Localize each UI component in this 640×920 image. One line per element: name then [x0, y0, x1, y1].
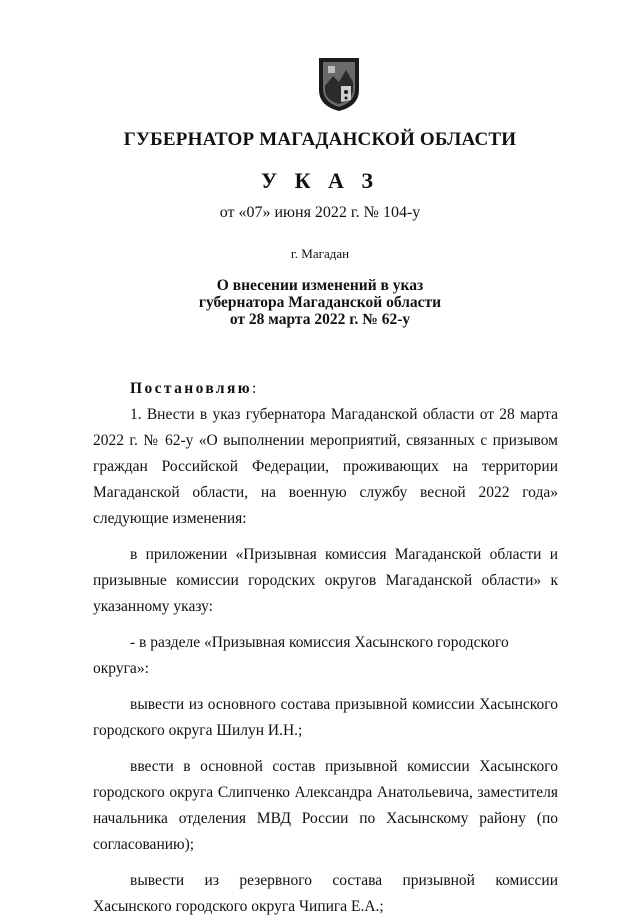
resolution-lead-word: Постановляю	[130, 380, 253, 397]
coat-of-arms-icon	[315, 56, 363, 112]
coat-of-arms-graphic	[315, 56, 363, 112]
paragraph-1: 1. Внести в указ губернатора Магаданской области от 28 марта 2022 г. № 62-у «О выполнении мероприятий, связанных с призывом граждан Российской Федерации, проживающих на территории Магаданской области, на военную службу весной 2022 года» следующие изменения:	[93, 406, 558, 527]
document-type: У К А З	[260, 168, 380, 193]
paragraph-2: в приложении «Призывная комиссия Магаданской области и призывные комиссии городских округов Магаданской области» к указанному указу:	[93, 546, 558, 615]
issuer-title: ГУБЕРНАТОР МАГАДАНСКОЙ ОБЛАСТИ	[123, 129, 517, 150]
document-subject	[0, 277, 640, 328]
resolution-lead	[93, 376, 558, 402]
subject-line-3: от 28 марта 2022 г. № 62-у	[229, 311, 411, 328]
paragraph-6: вывести из резервного состава призывной комиссии Хасынского городского округа Чипига Е.А.;	[93, 872, 558, 915]
document-city: г. Магадан	[290, 246, 350, 261]
document-body	[93, 376, 558, 920]
document-date-number: от «07» июня 2022 г. № 104-у	[219, 204, 421, 221]
subject-line-1: О внесении изменений в указ	[216, 277, 424, 294]
paragraph-3: - в разделе «Призывная комиссия Хасынского городского округа»:	[93, 634, 509, 677]
paragraph-4: вывести из основного состава призывной комиссии Хасынского городского округа Шилун И.Н.;	[93, 696, 558, 739]
subject-line-2: губернатора Магаданской области	[198, 294, 442, 311]
resolution-lead-colon: :	[252, 380, 257, 397]
paragraph-5: ввести в основной состав призывной комиссии Хасынского городского округа Слипченко Александра Анатольевича, заместителя начальника отделения МВД России по Хасынскому району (по согласованию);	[93, 758, 558, 853]
